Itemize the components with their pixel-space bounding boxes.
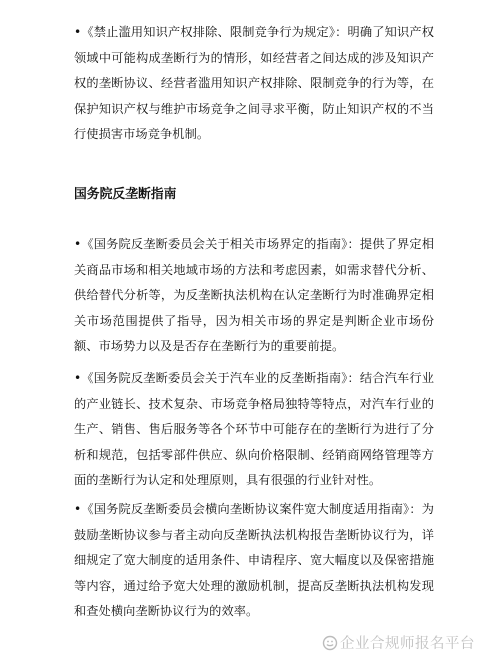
section-heading: 国务院反垄断指南	[74, 187, 177, 202]
watermark	[322, 632, 475, 653]
bullet-paragraph-auto-industry-guide: •《国务院反垄断委员会关于汽车业的反垄断指南》：结合汽车行业的产业链长、技术复杂、市场竞争格局独特等特点，对汽车行业的生产、销售、售后服务等各个环节中可能存在的垄断行为进行了分析和规范，包括零部件供应、纵向价格限制、经销商网络管理等方面的垄断行为认定和处理原则，具有很强的行业针对性。	[74, 371, 434, 487]
bullet-paragraph-leniency-guide: •《国务院反垄断委员会横向垄断协议案件宽大制度适用指南》：为鼓励垄断协议参与者主动向反垄断执法机构报告垄断协议行为，详细规定了宽大制度的适用条件、申请程序、宽大幅度以及保密措施等内容，通过给予宽大处理的激励机制，提高反垄断执法机构发现和查处横向垄断协议行为的效率。	[74, 502, 434, 618]
sohu-logo-icon	[322, 635, 338, 651]
bullet-paragraph-ip-abuse-rules: •《禁止滥用知识产权排除、限制竞争行为规定》：明确了知识产权领域中可能构成垄断行为的情形，如经营者之间达成的涉及知识产权的垄断协议、经营者滥用知识产权排除、限制竞争的行为等，在保护知识产权与维护市场竞争之间寻求平衡，防止知识产权的不当行使损害市场竞争机制。	[74, 25, 434, 141]
watermark-text: 企业合规师报名平台	[340, 636, 475, 652]
bullet-paragraph-relevant-market-guide: •《国务院反垄断委员会关于相关市场界定的指南》：提供了界定相关商品市场和相关地域市场的方法和考虑因素，如需求替代分析、供给替代分析等，为反垄断执法机构在认定垄断行为时准确界定相关市场范围提供了指导，因为相关市场的界定是判断企业市场份额、市场势力以及是否存在垄断行为的重要前提。	[74, 237, 434, 353]
